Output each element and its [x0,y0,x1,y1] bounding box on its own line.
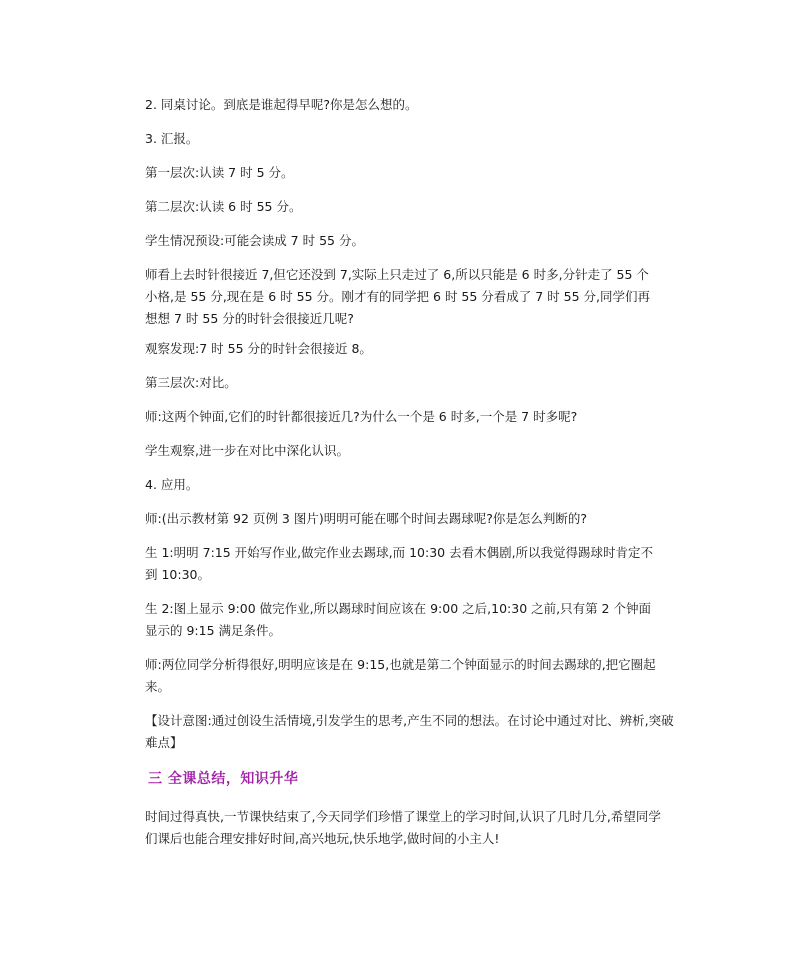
paragraph-report: 3. 汇报。 [145,131,199,146]
paragraph-teacher-explain: 师看上去时针很接近 7,但它还没到 7,实际上只走过了 6,所以只能是 6 时多,分针走了 55 个小格,是 55 分,现在是 6 时 55 分。刚才有的同学把 6 时 55 分看成了 7 时 55 分,同学们再想想 7 时 55 分的时针会很接近几呢? [145,267,651,326]
paragraph-apply: 4. 应用。 [145,477,199,492]
paragraph-discuss: 2. 同桌讨论。到底是谁起得早呢?你是怎么想的。 [145,97,418,112]
paragraph-student-preset: 学生情况预设:可能会读成 7 时 55 分。 [145,233,364,248]
paragraph-student-two: 生 2:图上显示 9:00 做完作业,所以踢球时间应该在 9:00 之后,10:30 之前,只有第 2 个钟面显示的 9:15 满足条件。 [145,601,651,638]
paragraph-student-observe: 学生观察,进一步在对比中深化认识。 [145,443,349,458]
section-heading: 三 全课总结，知识升华 [148,771,299,787]
paragraph-teacher-question: 师:(出示教材第 92 页例 3 图片)明明可能在哪个时间去踢球呢?你是怎么判断的? [145,511,587,526]
paragraph-observe: 观察发现:7 时 55 分的时针会很接近 8。 [145,341,372,356]
paragraph-level-one: 第一层次:认读 7 时 5 分。 [145,165,294,180]
paragraph-level-two: 第二层次:认读 6 时 55 分。 [145,199,302,214]
paragraph-level-three: 第三层次:对比。 [145,375,237,390]
closing-paragraph: 时间过得真快,一节课快结束了,今天同学们珍惜了课堂上的学习时间,认识了几时几分,希望同学们课后也能合理安排好时间,高兴地玩,快乐地学,做时间的小主人! [145,809,661,846]
paragraph-teacher-summary: 师:两位同学分析得很好,明明应该是在 9:15,也就是第二个钟面显示的时间去踢球的,把它圈起来。 [145,657,656,694]
design-intent-note: 【设计意图:通过创设生活情境,引发学生的思考,产生不同的想法。在讨论中通过对比、辨析,突破难点】 [145,713,674,750]
paragraph-student-one: 生 1:明明 7:15 开始写作业,做完作业去踢球,而 10:30 去看木偶剧,所以我觉得踢球时肯定不到 10:30。 [145,545,654,582]
paragraph-teacher-compare: 师:这两个钟面,它们的时针都很接近几?为什么一个是 6 时多,一个是 7 时多呢? [145,409,578,424]
